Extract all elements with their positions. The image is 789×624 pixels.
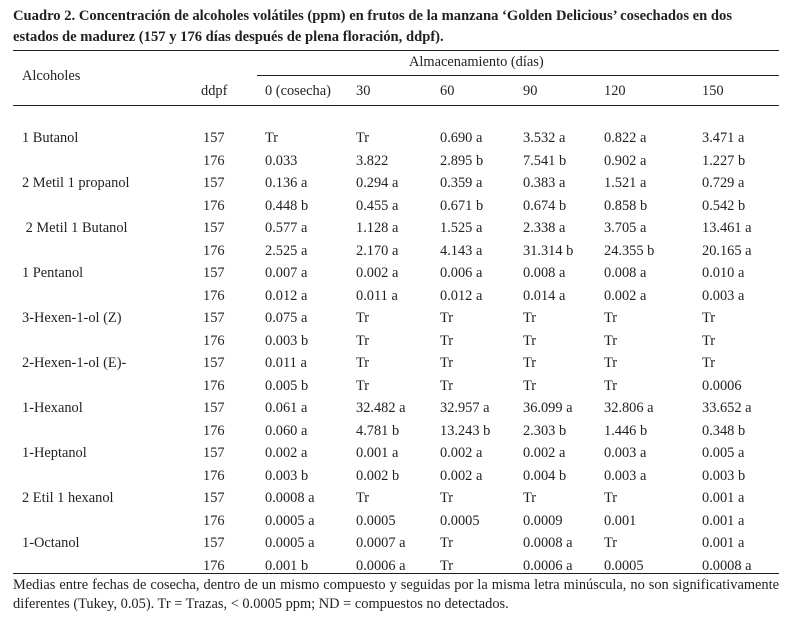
ddpf-cell: 176 bbox=[203, 557, 225, 574]
value-cell: Tr bbox=[440, 490, 454, 506]
value-cell: Tr bbox=[523, 310, 537, 326]
value-cell: Tr bbox=[440, 332, 454, 349]
ddpf-cell: 176 bbox=[203, 197, 225, 214]
header-almacenamiento: Almacenamiento (días) bbox=[409, 54, 544, 70]
value-cell: 0.014 a bbox=[523, 287, 566, 304]
value-cell: 0.001 a bbox=[702, 490, 745, 506]
value-cell: Tr bbox=[440, 355, 454, 371]
value-cell: 0.004 b bbox=[523, 467, 567, 484]
ddpf-cell: 176 bbox=[203, 377, 225, 394]
value-cell: 0.061 a bbox=[265, 400, 308, 416]
value-cell: 0.0005 bbox=[356, 512, 396, 529]
value-cell: 32.806 a bbox=[604, 400, 654, 416]
value-cell: 0.0005 bbox=[604, 557, 644, 574]
value-cell: Tr bbox=[265, 130, 279, 146]
value-cell: 0.012 a bbox=[440, 287, 483, 304]
value-cell: 0.348 b bbox=[702, 422, 746, 439]
table-caption: Cuadro 2. Concentración de alcoholes volátiles (ppm) en frutos de la manzana ‘Golden Delicious’ cosechados en dos estados de madurez (157 y 176 días después de plena floración, ddpf). bbox=[13, 8, 733, 45]
value-cell: 3.471 a bbox=[702, 130, 745, 146]
header-day-90: 90 bbox=[523, 83, 538, 99]
value-cell: 31.314 b bbox=[523, 242, 574, 259]
value-cell: 0.001 bbox=[604, 512, 637, 529]
compound-name: 1-Heptanol bbox=[22, 445, 87, 461]
value-cell: 0.011 a bbox=[265, 355, 307, 371]
value-cell: 0.002 a bbox=[604, 287, 647, 304]
header-bottom-rule bbox=[13, 105, 779, 106]
value-cell: 0.075 a bbox=[265, 310, 308, 326]
value-cell: Tr bbox=[356, 377, 370, 394]
value-cell: 0.0006 a bbox=[356, 557, 406, 574]
value-cell: 0.006 a bbox=[440, 265, 483, 281]
value-cell: 0.0008 a bbox=[523, 535, 573, 551]
value-cell: Tr bbox=[440, 535, 454, 551]
value-cell: Tr bbox=[523, 490, 537, 506]
value-cell: Tr bbox=[356, 332, 370, 349]
value-cell: 32.957 a bbox=[440, 400, 490, 416]
value-cell: 0.008 a bbox=[604, 265, 647, 281]
compound-name: 2 Metil 1 Butanol bbox=[22, 220, 128, 236]
value-cell: 4.781 b bbox=[356, 422, 400, 439]
value-cell: 1.525 a bbox=[440, 220, 483, 236]
value-cell: 0.0008 a bbox=[265, 490, 315, 506]
ddpf-cell: 157 bbox=[203, 535, 225, 551]
value-cell: 0.002 a bbox=[265, 445, 308, 461]
value-cell: Tr bbox=[604, 377, 618, 394]
value-cell: 0.007 a bbox=[265, 265, 308, 281]
value-cell: Tr bbox=[604, 332, 618, 349]
value-cell: 0.003 a bbox=[604, 445, 647, 461]
value-cell: 0.001 a bbox=[702, 512, 745, 529]
ddpf-cell: 176 bbox=[203, 287, 225, 304]
value-cell: 0.003 b bbox=[702, 467, 746, 484]
value-cell: 2.303 b bbox=[523, 422, 567, 439]
value-cell: 36.099 a bbox=[523, 400, 573, 416]
ddpf-cell: 157 bbox=[203, 355, 225, 371]
value-cell: 1.446 b bbox=[604, 422, 648, 439]
value-cell: Tr bbox=[440, 377, 454, 394]
value-cell: Tr bbox=[356, 355, 370, 371]
value-cell: 0.012 a bbox=[265, 287, 308, 304]
value-cell: 0.002 a bbox=[523, 445, 566, 461]
header-ddpf: ddpf bbox=[201, 83, 228, 99]
value-cell: 0.033 bbox=[265, 152, 298, 169]
value-cell: 0.0009 bbox=[523, 512, 563, 529]
value-cell: 0.858 b bbox=[604, 197, 648, 214]
value-cell: 0.003 a bbox=[702, 287, 745, 304]
value-cell: 0.729 a bbox=[702, 175, 745, 191]
value-cell: 0.0006 a bbox=[523, 557, 573, 574]
value-cell: 0.060 a bbox=[265, 422, 308, 439]
value-cell: 0.003 b bbox=[265, 332, 309, 349]
value-cell: 0.690 a bbox=[440, 130, 483, 146]
value-cell: 0.001 a bbox=[356, 445, 399, 461]
value-cell: 0.383 a bbox=[523, 175, 566, 191]
ddpf-cell: 157 bbox=[203, 310, 225, 326]
header-alcoholes: Alcoholes bbox=[22, 68, 81, 84]
value-cell: 0.011 a bbox=[356, 287, 398, 304]
value-cell: 0.674 b bbox=[523, 197, 567, 214]
value-cell: 0.005 a bbox=[702, 445, 745, 461]
value-cell: 0.577 a bbox=[265, 220, 308, 236]
ddpf-cell: 176 bbox=[203, 242, 225, 259]
value-cell: 13.461 a bbox=[702, 220, 752, 236]
value-cell: 0.001 b bbox=[265, 557, 309, 574]
table-bottom-rule bbox=[13, 573, 779, 574]
value-cell: 24.355 b bbox=[604, 242, 655, 259]
value-cell: 0.003 a bbox=[604, 467, 647, 484]
value-cell: 3.705 a bbox=[604, 220, 647, 236]
value-cell: 0.002 a bbox=[440, 445, 483, 461]
value-cell: 1.128 a bbox=[356, 220, 399, 236]
compound-name: 3-Hexen-1-ol (Z) bbox=[22, 310, 122, 326]
ddpf-cell: 176 bbox=[203, 467, 225, 484]
value-cell: Tr bbox=[604, 535, 618, 551]
value-cell: Tr bbox=[702, 332, 716, 349]
value-cell: 0.0008 a bbox=[702, 557, 752, 574]
value-cell: 3.532 a bbox=[523, 130, 566, 146]
value-cell: 0.005 b bbox=[265, 377, 309, 394]
ddpf-cell: 176 bbox=[203, 332, 225, 349]
table-footnote: Medias entre fechas de cosecha, dentro de un mismo compuesto y seguidas por la misma letra minúscula, no son significativamente diferentes (Tukey, 0.05). Tr = Trazas, < 0.0005 ppm; ND = compuestos no detectados. bbox=[13, 577, 779, 612]
value-cell: 0.002 a bbox=[356, 265, 399, 281]
value-cell: Tr bbox=[523, 332, 537, 349]
value-cell: Tr bbox=[523, 355, 537, 371]
value-cell: 0.0005 a bbox=[265, 512, 315, 529]
ddpf-cell: 157 bbox=[203, 130, 225, 146]
value-cell: 0.002 a bbox=[440, 467, 483, 484]
value-cell: 3.822 bbox=[356, 152, 389, 169]
value-cell: Tr bbox=[440, 310, 454, 326]
value-cell: 2.338 a bbox=[523, 220, 566, 236]
value-cell: 0.0005 bbox=[440, 512, 480, 529]
value-cell: 0.002 b bbox=[356, 467, 400, 484]
ddpf-cell: 157 bbox=[203, 265, 225, 281]
value-cell: Tr bbox=[604, 490, 618, 506]
value-cell: 0.003 b bbox=[265, 467, 309, 484]
value-cell: 2.895 b bbox=[440, 152, 484, 169]
value-cell: 7.541 b bbox=[523, 152, 567, 169]
ddpf-cell: 157 bbox=[203, 445, 225, 461]
value-cell: 0.455 a bbox=[356, 197, 399, 214]
ddpf-cell: 157 bbox=[203, 175, 225, 191]
header-day-0: 0 (cosecha) bbox=[265, 83, 331, 99]
value-cell: 13.243 b bbox=[440, 422, 491, 439]
value-cell: 0.136 a bbox=[265, 175, 308, 191]
ddpf-cell: 157 bbox=[203, 220, 225, 236]
header-day-120: 120 bbox=[604, 83, 626, 99]
value-cell: Tr bbox=[604, 310, 618, 326]
value-cell: 32.482 a bbox=[356, 400, 406, 416]
value-cell: Tr bbox=[604, 355, 618, 371]
compound-name: 2 Metil 1 propanol bbox=[22, 175, 130, 191]
value-cell: 2.525 a bbox=[265, 242, 308, 259]
value-cell: 0.671 b bbox=[440, 197, 484, 214]
value-cell: 0.448 b bbox=[265, 197, 309, 214]
value-cell: Tr bbox=[702, 355, 716, 371]
value-cell: 0.001 a bbox=[702, 535, 745, 551]
compound-name: 1-Octanol bbox=[22, 535, 80, 551]
value-cell: 20.165 a bbox=[702, 242, 752, 259]
value-cell: 2.170 a bbox=[356, 242, 399, 259]
ddpf-cell: 157 bbox=[203, 400, 225, 416]
compound-name: 2 Etil 1 hexanol bbox=[22, 490, 114, 506]
ddpf-cell: 176 bbox=[203, 152, 225, 169]
table-top-rule bbox=[13, 50, 779, 51]
ddpf-cell: 157 bbox=[203, 490, 225, 506]
header-day-30: 30 bbox=[356, 83, 371, 99]
value-cell: Tr bbox=[523, 377, 537, 394]
value-cell: 0.0006 bbox=[702, 377, 742, 394]
value-cell: Tr bbox=[702, 310, 716, 326]
ddpf-cell: 176 bbox=[203, 422, 225, 439]
compound-name: 1 Pentanol bbox=[22, 265, 84, 281]
value-cell: 0.0005 a bbox=[265, 535, 315, 551]
value-cell: Tr bbox=[356, 490, 370, 506]
value-cell: 1.227 b bbox=[702, 152, 746, 169]
header-span-rule bbox=[257, 75, 779, 76]
value-cell: 0.902 a bbox=[604, 152, 647, 169]
value-cell: Tr bbox=[356, 130, 370, 146]
compound-name: 2-Hexen-1-ol (E)- bbox=[22, 355, 127, 371]
value-cell: 0.010 a bbox=[702, 265, 745, 281]
compound-name: 1 Butanol bbox=[22, 130, 79, 146]
value-cell: 0.359 a bbox=[440, 175, 483, 191]
value-cell: 4.143 a bbox=[440, 242, 483, 259]
value-cell: Tr bbox=[356, 310, 370, 326]
value-cell: 0.0007 a bbox=[356, 535, 406, 551]
compound-name: 1-Hexanol bbox=[22, 400, 83, 416]
value-cell: 0.542 b bbox=[702, 197, 746, 214]
value-cell: 0.008 a bbox=[523, 265, 566, 281]
value-cell: 0.822 a bbox=[604, 130, 647, 146]
header-day-150: 150 bbox=[702, 83, 724, 99]
header-day-60: 60 bbox=[440, 83, 455, 99]
value-cell: 0.294 a bbox=[356, 175, 399, 191]
ddpf-cell: 176 bbox=[203, 512, 225, 529]
value-cell: 33.652 a bbox=[702, 400, 752, 416]
value-cell: Tr bbox=[440, 557, 454, 574]
value-cell: 1.521 a bbox=[604, 175, 647, 191]
